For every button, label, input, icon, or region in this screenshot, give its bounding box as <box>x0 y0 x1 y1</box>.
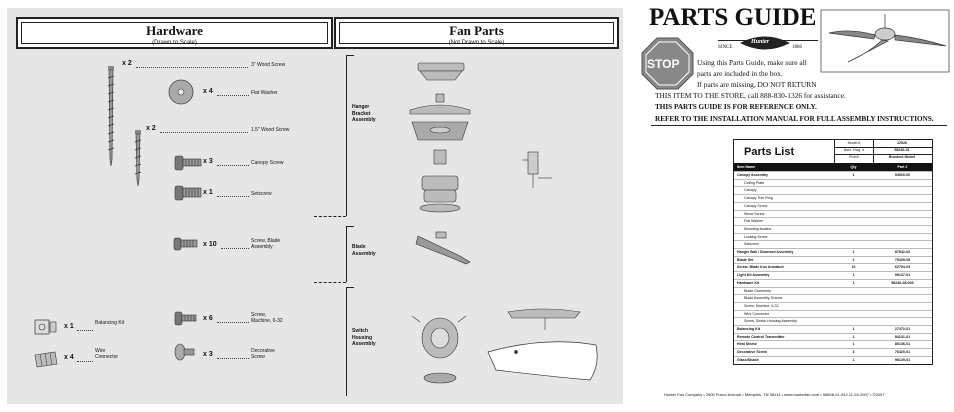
blade-screw-icon <box>174 238 197 250</box>
fan-parts-title: Fan Parts <box>449 23 504 38</box>
ceiling-plate-illustration-icon <box>410 94 470 114</box>
group-bracket-2-top <box>346 226 354 227</box>
row-qty: 1 <box>852 342 855 347</box>
footer: Hunter Fan Company • 2500 Frisco Avenue • Memphis, TN 38114 • www.hunterfan.com • 98808-01-042 11-29-2007 • ©2007 <box>664 392 885 397</box>
parts-list <box>733 139 933 365</box>
row-part-number: 98246-08-003 <box>891 280 914 285</box>
light-kit-illustration-icon <box>412 316 466 383</box>
group-bracket-1-top <box>346 55 354 56</box>
wood-screw-3in-icon <box>108 66 114 166</box>
brand-name: Hunter <box>751 39 770 45</box>
page-title: PARTS GUIDE <box>649 4 817 31</box>
hardware-name-7: Screw, Machine, 6-32 <box>251 312 283 324</box>
decorative-screw-icon <box>175 344 194 360</box>
since-label: SINCE <box>718 45 733 50</box>
header-item: Item Name <box>737 165 756 169</box>
row-qty: 1 <box>852 257 855 262</box>
group-bracket-3 <box>346 287 347 396</box>
meta-label-model: Model # <box>847 141 861 145</box>
row-qty: 1 <box>852 280 855 285</box>
row-item-name: Blade Grommets <box>744 288 771 293</box>
canopy-illustration-icon <box>418 63 464 80</box>
note-line-3: If parts are missing, DO NOT RETURN <box>697 80 817 89</box>
row-part-number: 87842-02 <box>894 250 911 254</box>
row-part-number: 62794-03 <box>894 265 911 270</box>
row-qty: 1 <box>852 357 855 362</box>
row-part-number: 27470-01 <box>894 327 911 331</box>
balancing-kit-icon <box>35 320 56 334</box>
row-part-number: 76420-01 <box>894 350 911 355</box>
leader-1 <box>136 67 248 68</box>
row-item-name: Heat Shield <box>737 342 757 347</box>
meta-value-model: 22926 <box>897 141 907 145</box>
hardware-name-2: Flat Washer <box>251 90 278 96</box>
row-item-name: Wood Screw <box>744 211 765 216</box>
blade-iron-illustration-icon <box>416 232 470 264</box>
group-bracket-1 <box>346 55 347 216</box>
hardware-qty-3: x 2 <box>146 125 156 132</box>
row-qty: 10 <box>851 265 856 270</box>
row-item-name: Hardware Kit <box>737 280 760 285</box>
header-qty: Qty <box>850 165 857 169</box>
row-item-name: Remote Control Transmitter <box>737 334 785 339</box>
group-label-hanger: Hanger Bracket Assembly <box>352 104 376 123</box>
note-line-1: Using this Parts Guide, make sure all <box>697 58 807 67</box>
hardware-qty-10: x 4 <box>64 354 74 361</box>
row-item-name: Light Kit Assembly <box>737 273 770 278</box>
group-label-blade: Blade Assembly <box>352 244 376 257</box>
hardware-qty-9: x 1 <box>64 323 74 330</box>
row-item-name: Blade Assembly Screws <box>744 296 783 301</box>
hardware-qty-2: x 4 <box>203 88 213 95</box>
table-row <box>734 356 932 365</box>
wire-harness-illustration-icon <box>522 152 552 188</box>
instruction-2: REFER TO THE INSTALLATION MANUAL FOR FULL ASSEMBLY INSTRUCTIONS. <box>655 115 934 123</box>
hardware-qty-5: x 1 <box>203 189 213 196</box>
hardware-qty-1: x 2 <box>122 60 132 67</box>
hardware-qty-7: x 6 <box>203 315 213 322</box>
hardware-name-9: Balancing Kit <box>95 320 125 326</box>
leader-9 <box>77 330 93 331</box>
row-part-number: 75439-09 <box>894 257 911 262</box>
since-year: 1886 <box>792 45 802 50</box>
row-item-name: Locking Screw <box>744 234 768 239</box>
row-part-number: 99137-01 <box>894 273 911 278</box>
leader-2 <box>217 95 249 96</box>
row-item-name: Canopy <box>744 188 757 193</box>
row-qty: 3 <box>852 350 855 355</box>
hardware-name-10: Wire Connector <box>95 348 119 360</box>
leader-8 <box>217 358 249 359</box>
row-item-name: Wire Connector <box>744 311 769 316</box>
note-line-2: parts are included in the box. <box>697 69 783 78</box>
hardware-name-5: Setscrew <box>251 191 272 197</box>
group-divider-2 <box>314 282 346 283</box>
meta-label-finish: Finish <box>849 155 859 159</box>
group-label-switch: Switch Housing Assembly <box>352 328 376 347</box>
row-item-name: Setscrew <box>744 242 759 247</box>
hardware-name-3: 1.5" Wood Screw <box>251 127 290 133</box>
leader-5 <box>217 196 249 197</box>
row-qty: 1 <box>852 173 855 177</box>
hardware-name-8: Decorative Screw <box>251 348 275 360</box>
stop-label: STOP <box>647 57 680 71</box>
leader-7 <box>217 322 249 323</box>
hardware-subtitle: (Drawn to Scale) <box>152 40 197 46</box>
row-item-name: Flat Washer <box>744 219 764 224</box>
row-item-name: Ceiling Plate <box>744 180 765 185</box>
row-item-name: Canopy Assembly <box>737 173 769 177</box>
hardware-qty-4: x 3 <box>203 158 213 165</box>
group-divider-1 <box>314 216 346 217</box>
meta-label-dwg: Asm. Dwg. # <box>843 148 865 152</box>
wire-connector-icon <box>35 352 57 367</box>
row-qty: 1 <box>852 334 855 339</box>
meta-value-finish: Brushed Nickel <box>888 155 916 159</box>
flat-washer-icon <box>169 80 193 104</box>
mounting-bracket-illustration-icon <box>420 150 460 212</box>
row-item-name: Screw, Blade Iron Armature <box>737 265 784 270</box>
setscrew-icon <box>175 186 201 200</box>
leader-10 <box>77 361 93 362</box>
hardware-name-1: 3" Wood Screw <box>251 62 286 68</box>
hardware-name-4: Canopy Screw <box>251 160 284 166</box>
row-item-name: Glass/Shade <box>737 357 759 362</box>
row-item-name: Screw, Machine, 6-32 <box>744 303 779 308</box>
fan-blade-illustration-icon <box>488 342 597 380</box>
row-part-number: 98129-01 <box>894 357 911 362</box>
fan-parts-subtitle: (Not Drawn to Scale) <box>448 40 505 46</box>
row-part-number: 94520-00 <box>894 173 911 177</box>
meta-value-dwg: 98246-01 <box>894 148 910 152</box>
leader-6 <box>221 248 249 249</box>
leader-4 <box>217 165 249 166</box>
ceiling-fan-illustration-icon <box>821 10 949 72</box>
row-qty: 1 <box>852 273 855 278</box>
row-item-name: Balancing Kit <box>737 327 760 331</box>
hardware-title: Hardware <box>146 23 203 38</box>
row-qty: 1 <box>852 250 855 254</box>
row-qty: 1 <box>852 327 855 331</box>
parts-list-title: Parts List <box>744 146 795 158</box>
row-item-name: Screw, Switch Housing Assembly <box>744 319 797 324</box>
parts-list-meta <box>834 140 932 163</box>
group-bracket-3-top <box>346 287 354 288</box>
canopy-screw-icon <box>175 156 201 170</box>
wood-screw-1-5in-icon <box>135 130 141 186</box>
switch-housing-illustration-icon <box>508 309 580 330</box>
row-item-name: Mounting Isolator <box>744 226 772 231</box>
instruction-rule <box>651 125 947 126</box>
group-bracket-2 <box>346 226 347 282</box>
note-line-4: THIS ITEM TO THE STORE, call 888-830-1326 for assistance. <box>655 91 846 100</box>
hardware-name-6: Screw, Blade Assembly <box>251 238 281 250</box>
row-part-number: 85136-01 <box>894 342 911 347</box>
leader-3 <box>160 132 248 133</box>
row-item-name: Canopy Screw <box>744 203 768 208</box>
hardware-qty-6: x 10 <box>203 241 217 248</box>
header-part: Part # <box>897 165 908 169</box>
hardware-qty-8: x 3 <box>203 351 213 358</box>
canopy-trim-illustration-icon <box>412 122 468 140</box>
row-item-name: Blade Set <box>737 257 754 262</box>
row-item-name: Decorative Screw <box>737 350 767 355</box>
machine-screw-icon <box>175 312 196 325</box>
instruction-1: THIS PARTS GUIDE IS FOR REFERENCE ONLY. <box>655 103 817 111</box>
row-item-name: Hanger Ball / Downrod Assembly <box>737 250 794 254</box>
row-item-name: Canopy Trim Ring <box>744 196 773 201</box>
row-part-number: 84131-01 <box>894 334 911 339</box>
